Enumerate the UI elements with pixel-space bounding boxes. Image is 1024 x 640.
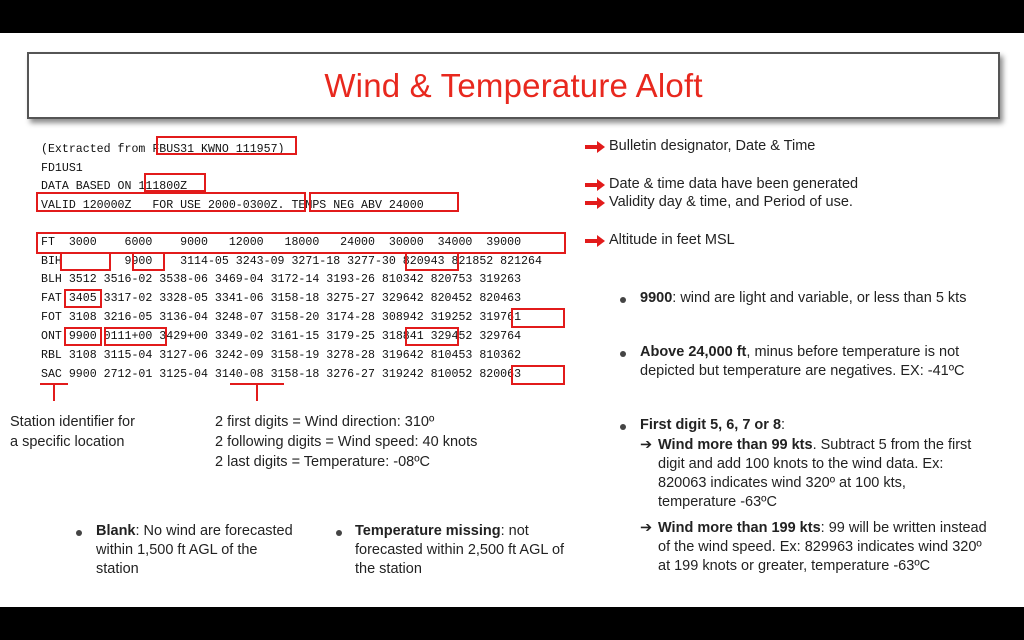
decode-note-line-2: 2 following digits = Wind speed: 40 knots (215, 434, 478, 450)
station-note-line-1: Station identifier for (10, 414, 135, 430)
station-note-line-2: a specific location (10, 434, 125, 450)
sub-bullet-199kts (658, 519, 988, 576)
slide (0, 33, 1024, 607)
bullet-blank-bold: Blank (96, 523, 136, 539)
highlight-3405 (64, 289, 102, 308)
bullet-blank (96, 522, 296, 579)
sub-bullet-99kts-text: . Subtract 5 from the first digit and add 100 knots to the wind data. Ex: 820063 indicates wind 320º at 100 kts, temperature -63ºC (658, 437, 972, 510)
sub-arrow-icon: ➔ (640, 520, 653, 536)
bulletin-header: FT 3000 6000 9000 12000 18000 24000 30000 34000 39000 (41, 236, 522, 249)
bullet-above-24000 (640, 343, 980, 381)
highlight-820943 (405, 252, 459, 271)
highlight-0111+00 (104, 327, 167, 346)
bullet-temp-missing-text: : not forecasted within 2,500 ft AGL of the station (355, 523, 565, 577)
bulletin-row: BIH 9900 3114-05 3243-09 3271-18 3277-30 820943 821852 821264 (41, 255, 542, 268)
decode-pointer (256, 383, 258, 401)
highlight-319761 (511, 308, 565, 328)
bullet-temp-missing (355, 522, 570, 579)
sub-bullet-99kts-bold: Wind more than 99 kts (658, 437, 813, 453)
label-bulletin-designator: Bulletin designator, Date & Time (609, 138, 816, 154)
label-altitude: Altitude in feet MSL (609, 232, 735, 248)
bullet-first-digit-bold: First digit 5, 6, 7 or 8 (640, 417, 782, 433)
bulletin-row: SAC 9900 2712-01 3125-04 3140-08 3158-18 3276-27 319242 810052 820063 (41, 368, 522, 381)
right-arrow-icon (585, 235, 605, 247)
bullet-9900-text: : wind are light and variable, or less than 5 kts (672, 290, 967, 306)
right-arrow-icon (585, 197, 605, 209)
right-arrow-icon (585, 179, 605, 191)
bullet-first-digit (640, 416, 980, 435)
bullet-temp-missing-bold: Temperature missing (355, 523, 501, 539)
right-arrow-icon (585, 141, 605, 153)
bullet-blank-text: : No wind are forecasted within 1,500 ft AGL of the station (96, 523, 293, 577)
bullet-dot-icon (620, 297, 626, 303)
bulletin-row: BLH 3512 3516-02 3538-06 3469-04 3172-14 3193-26 810342 820753 319263 (41, 273, 522, 286)
highlight-valid (36, 192, 306, 212)
bullet-dot-icon (620, 351, 626, 357)
sub-bullet-199kts-bold: Wind more than 199 kts (658, 520, 821, 536)
station-pointer (53, 383, 55, 401)
bullet-above-24000-text: , minus before temperature is not depicted but temperature are negatives. EX: -41ºC (640, 344, 965, 379)
highlight-missing-temp (132, 252, 165, 271)
bullet-dot-icon (620, 424, 626, 430)
sub-bullet-199kts-text: : 99 will be written instead of the wind speed. Ex: 829963 indicates wind 320º at 199 knots or greater, temperature -63ºC (658, 520, 987, 574)
decode-note-line-3: 2 last digits = Temperature: -08ºC (215, 454, 430, 470)
highlight-altitude-header (36, 232, 566, 254)
bullet-dot-icon (336, 530, 342, 536)
highlight-temps-neg (309, 192, 459, 212)
bulletin-row: FAT 3405 3317-02 3328-05 3341-06 3158-18 3275-27 329642 820452 820463 (41, 292, 522, 305)
bulletin-row: ONT 9900 0111+00 3429+00 3349-02 3161-15 3179-25 318841 329452 329764 (41, 330, 522, 343)
decode-note-line-1: 2 first digits = Wind direction: 310º (215, 414, 435, 430)
title-box (27, 52, 1000, 119)
bullet-9900 (640, 289, 1010, 308)
highlight-blank-wind (60, 252, 111, 271)
highlight-318841 (405, 327, 459, 346)
bullet-9900-bold: 9900 (640, 290, 673, 306)
highlight-820063 (511, 365, 565, 385)
highlight-bulletin-designator (156, 136, 297, 155)
bulletin-line-1: (Extracted from FBUS31 KWNO 111957) (41, 143, 285, 156)
bulletin-line-3: DATA BASED ON 111800Z (41, 180, 188, 193)
page-title: Wind & Temperature Aloft (324, 66, 703, 104)
bullet-dot-icon (76, 530, 82, 536)
bulletin-line-2: FD1US1 (41, 162, 83, 175)
bulletin-row: RBL 3108 3115-04 3127-06 3242-09 3158-19 3278-28 319642 810453 810362 (41, 349, 522, 362)
bulletin-line-4: VALID 120000Z FOR USE 2000-0300Z. TEMPS NEG ABV 24000 (41, 199, 424, 212)
bullet-above-24000-bold: Above 24,000 ft (640, 344, 747, 360)
bulletin-row: FOT 3108 3216-05 3136-04 3248-07 3158-20 3174-28 308942 319252 319761 (41, 311, 522, 324)
highlight-data-based (144, 173, 206, 192)
sub-bullet-99kts (658, 436, 988, 512)
bullet-first-digit-text: : (781, 417, 786, 433)
label-validity: Validity day & time, and Period of use. (609, 194, 853, 210)
sub-arrow-icon: ➔ (640, 437, 653, 453)
label-generated: Date & time data have been generated (609, 176, 859, 192)
highlight-9900 (64, 327, 102, 346)
